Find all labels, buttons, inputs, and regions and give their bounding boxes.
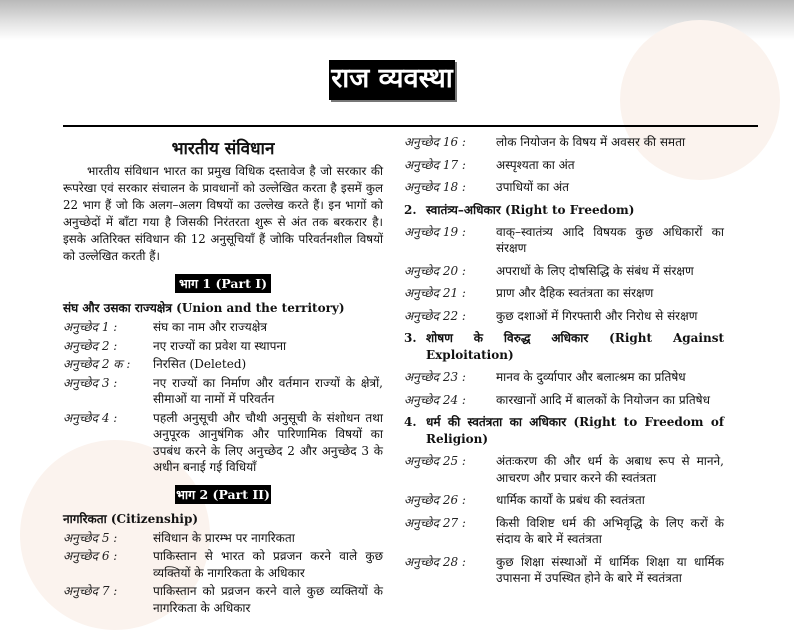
right-column	[404, 128, 724, 593]
part-2-label: भाग 2 (Part II)	[176, 486, 270, 502]
article-row: अनुच्छेद 22 : कुछ दशाओं में गिरफ्तारी और निरोध से संरक्षण	[404, 308, 698, 323]
article-row: अनुच्छेद 20 : अपराधों के लिए दोषसिद्धि के संबंध में संरक्षण	[404, 263, 694, 278]
article-row: अनुच्छेद 18 : उपाधियों का अंत	[404, 180, 570, 194]
article-row: अनुच्छेद 5 : संविधान के प्रारम्भ पर नागरिकता	[63, 530, 295, 545]
article-row: अनुच्छेद 21 : प्राण और दैहिक स्वतंत्रता का संरक्षण	[404, 286, 654, 300]
article-row: अनुच्छेद 19 : वाक्–स्वातंत्र्य आदि विषयक कुछ अधिकारों का संरक्षण	[404, 224, 724, 255]
part-1-section: संघ और उसका राज्यक्षेत्र (Union and the territory)	[63, 301, 345, 315]
article-row: अनुच्छेद 17 : अस्पृश्यता का अंत	[404, 157, 575, 172]
article-row: अनुच्छेद 6 : पाकिस्तान से भारत को प्रव्रजन करने वाले कुछ व्यक्तियों के नागरिकता के अधिकार	[63, 549, 383, 580]
article-row: अनुच्छेद 7 : पाकिस्तान को प्रव्रजन करने वाले कुछ व्यक्तियों के नागरिकता के अधिकार	[63, 584, 383, 615]
article-row: अनुच्छेद 4 : पहली अनुसूची और चौथी अनुसूची के संशोधन तथा अनुपूरक आनुषंगिक और पारिणामिक विषयों का उपबंध करने के लिए अनुच्छेद 2 और अनुच्छेद 3 के अधीन बनाई गई विधियाँ	[63, 410, 383, 474]
article-row: अनुच्छेद 23 : मानव के दुर्व्यापार और बलात्श्रम का प्रतिषेध	[404, 370, 686, 384]
part-1-label: भाग 1 (Part I)	[175, 274, 271, 293]
article-row: अनुच्छेद 16 : लोक नियोजन के विषय में अवसर की समता	[404, 135, 686, 149]
article-row: अनुच्छेद 25 : अंतःकरण की और धर्म के अबाध रूप से मानने, आचरण और प्रचार करने की स्वतंत्रता	[404, 454, 724, 485]
intro-paragraph: भारतीय संविधान भारत का प्रमुख विधिक दस्तावेज है जो सरकार की रूपरेखा एवं सरकार संचालन के प्रावधानों को उल्लेखित करता है इसमें कुल 22 भाग हैं जो कि अलग–अलग विषयों का उल्लेख करते हैं। इन भागों को अनुच्छेदों में बाँटा गया है जिसकी निरंतरता शुरू से अंत तक बरकरार है। इसके अतिरिक्त संविधान की 12 अनुसूचियाँ हैं जोकि परिवर्तनशील विषयों को उल्लेखित करती हैं।	[63, 164, 383, 263]
article-row: अनुच्छेद 27 : किसी विशिष्ट धर्म की अभिवृद्धि के लिए करों के संदाय के बारे में स्वतंत्रता	[404, 515, 724, 546]
article-row: अनुच्छेद 3 : नए राज्यों का निर्माण और वर्तमान राज्यों के क्षेत्रों, सीमाओं या नामों में परिवर्तन	[63, 375, 383, 406]
part-2-section: नागरिकता (Citizenship)	[63, 511, 199, 526]
article-row: अनुच्छेद 24 : कारखानों आदि में बालकों के नियोजन का प्रतिषेध	[404, 392, 710, 407]
article-row: अनुच्छेद 1 : संघ का नाम और राज्यक्षेत्र	[63, 320, 267, 334]
section-2-heading: 2. स्वातंत्र्य–अधिकार (Right to Freedom)	[404, 202, 635, 217]
title-rule	[63, 125, 758, 127]
article-row: अनुच्छेद 28 : कुछ शिक्षा संस्थाओं में धार्मिक शिक्षा या धार्मिक उपासना में उपस्थित होने के बारे में स्वतंत्रता	[404, 554, 724, 585]
page-title: राज व्यवस्था	[329, 60, 455, 100]
section-heading: भारतीय संविधान	[171, 139, 275, 159]
section-3-heading: 3. शोषण के विरुद्ध अधिकार (Right Against Exploitation)	[404, 331, 724, 362]
article-row: अनुच्छेद 2 : नए राज्यों का प्रवेश या स्थापना	[63, 338, 287, 353]
article-row: अनुच्छेद 2 क : निरसित (Deleted)	[63, 357, 247, 371]
section-4-heading: 4. धर्म की स्वतंत्रता का अधिकार (Right to Freedom of Religion)	[404, 415, 724, 446]
article-row: अनुच्छेद 26 : धार्मिक कार्यों के प्रबंध की स्वतंत्रता	[404, 493, 645, 507]
left-column	[63, 128, 383, 618]
